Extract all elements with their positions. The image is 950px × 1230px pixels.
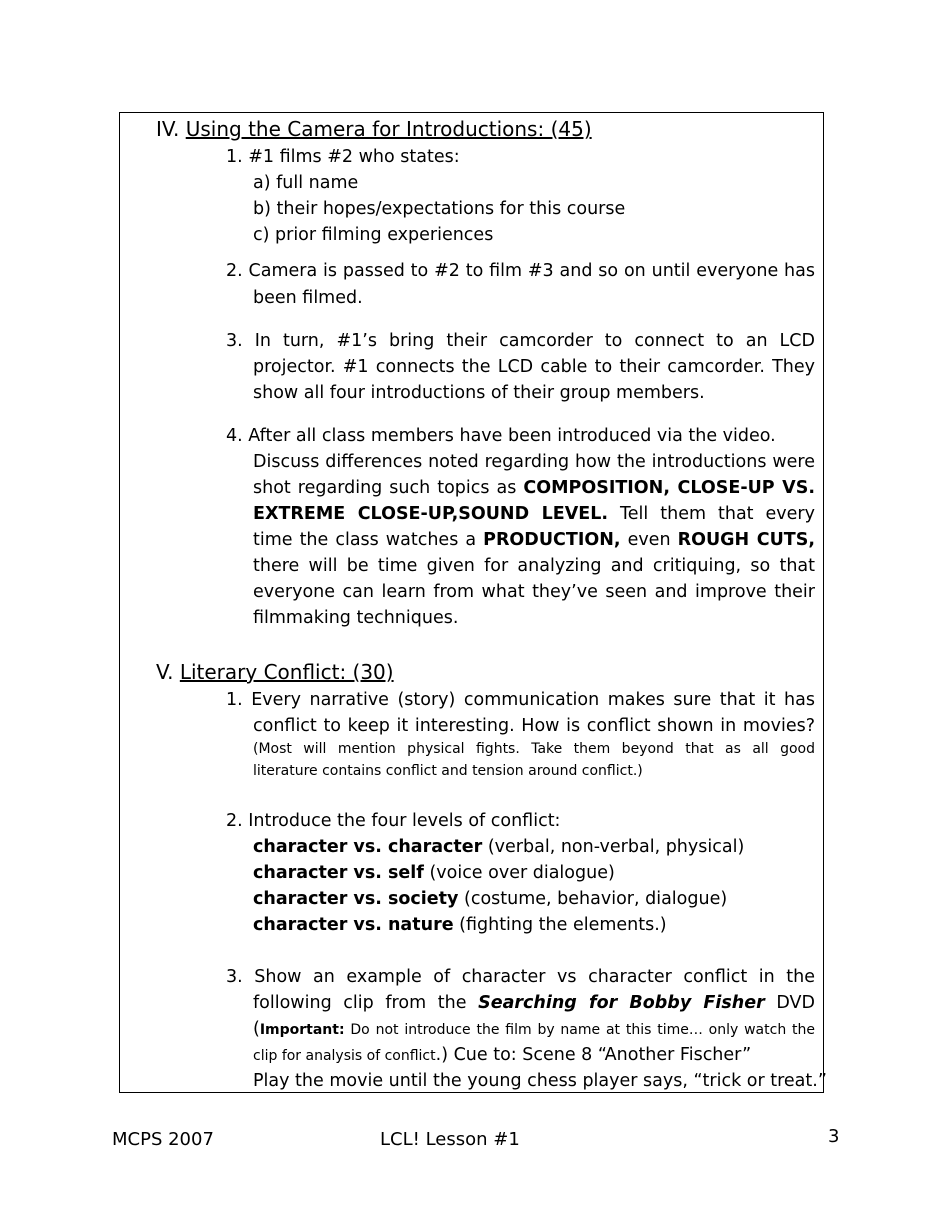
- iv-item4-bold-composition: COMPOSITION, CLOSE-UP VS.: [523, 478, 815, 498]
- footer-center: LCL! Lesson #1: [380, 1129, 520, 1150]
- section-iv-title: Using the Camera for Introductions: (45): [185, 117, 592, 141]
- iv-item3-line3: show all four introductions of their group members.: [253, 383, 705, 403]
- iv-item3-line1: 3. In turn, #1’s bring their camcorder to connect to an LCD: [226, 331, 815, 351]
- iv-item1-lead: 1. #1 films #2 who states:: [226, 147, 460, 167]
- iv-item2-line2: been filmed.: [253, 288, 363, 308]
- v-item3-paren: (: [253, 1019, 260, 1039]
- conflict-level-term: character vs. self: [253, 863, 424, 883]
- conflict-level-desc: (costume, behavior, dialogue): [458, 889, 728, 909]
- v-item1-note-line1: (Most will mention physical fights. Take them beyond that as all good: [253, 741, 815, 757]
- conflict-level: [253, 834, 744, 860]
- v-item1-line1: 1. Every narrative (story) communication makes sure that it has: [226, 690, 815, 710]
- conflict-level: [253, 912, 667, 938]
- v-item3-line3-text: Do not introduce the film by name at this time… only watch the: [344, 1022, 815, 1038]
- footer-left: MCPS 2007: [112, 1129, 214, 1150]
- iv-item3-line2: projector. #1 connects the LCD cable to their camcorder. They: [253, 357, 815, 377]
- film-title: Searching for Bobby Fisher: [478, 993, 765, 1013]
- iv-item4-line2: Discuss differences noted regarding how the introductions were: [253, 452, 815, 472]
- page-number: 3: [828, 1126, 840, 1147]
- iv-item4-line4: [253, 501, 815, 527]
- section-v-title: Literary Conflict: (30): [179, 660, 394, 684]
- v-item3-dvd: DVD: [776, 993, 815, 1013]
- iv-item4-line3-text: shot regarding such topics as: [253, 478, 517, 498]
- v-item3-line4-small: clip for analysis of conflict: [253, 1048, 436, 1064]
- v-item3-line2-text: following clip from the: [253, 993, 467, 1013]
- conflict-level: [253, 886, 727, 912]
- section-v-numeral: V.: [156, 660, 174, 684]
- iv-item4-line7: everyone can learn from what they’ve seen and improve their: [253, 582, 815, 602]
- iv-item4-line8: filmmaking techniques.: [253, 608, 459, 628]
- conflict-level: [253, 860, 615, 886]
- iv-item1-sub-a: a) full name: [253, 173, 359, 193]
- conflict-level-desc: (voice over dialogue): [423, 863, 615, 883]
- important-label: Important:: [259, 1022, 345, 1038]
- iv-item1-sub-c: c) prior filming experiences: [253, 225, 494, 245]
- section-v-heading: [156, 659, 394, 685]
- section-iv-heading: [156, 116, 592, 142]
- iv-item4-line5-even: even: [627, 530, 671, 550]
- v-item3-line3: [253, 1016, 815, 1043]
- v-item1-note-line2: literature contains conflict and tension around conflict.): [253, 763, 643, 779]
- iv-item4-bold-rough-cuts: ROUGH CUTS,: [677, 530, 815, 550]
- iv-item4-line5-text: time the class watches a: [253, 530, 477, 550]
- iv-item4-bold-production: PRODUCTION,: [483, 530, 621, 550]
- conflict-level-term: character vs. character: [253, 837, 483, 857]
- iv-item4-line5: [253, 527, 815, 553]
- conflict-level-desc: (fighting the elements.): [453, 915, 667, 935]
- v-item3-line5: Play the movie until the young chess player says, “trick or treat.”: [253, 1071, 827, 1091]
- v-item3-line2: [253, 990, 815, 1016]
- conflict-level-desc: (verbal, non-verbal, physical): [482, 837, 745, 857]
- iv-item4-line3: [253, 475, 815, 501]
- v-item3-line1: 3. Show an example of character vs character conflict in the: [226, 967, 815, 987]
- conflict-level-term: character vs. society: [253, 889, 459, 909]
- iv-item4-line1: 4. After all class members have been introduced via the video.: [226, 426, 776, 446]
- iv-item1-sub-b: b) their hopes/expectations for this course: [253, 199, 626, 219]
- iv-item4-line4-text: Tell them that every: [620, 504, 815, 524]
- iv-item2-line1: 2. Camera is passed to #2 to film #3 and so on until everyone has: [226, 261, 815, 281]
- conflict-level-term: character vs. nature: [253, 915, 454, 935]
- iv-item4-line6: there will be time given for analyzing and critiquing, so that: [253, 556, 815, 576]
- v-item3-cue: .) Cue to: Scene 8 “Another Fischer”: [435, 1045, 752, 1065]
- iv-item4-bold-extreme: EXTREME CLOSE-UP,SOUND LEVEL.: [253, 504, 609, 524]
- v-item1-line2: conflict to keep it interesting. How is conflict shown in movies?: [253, 716, 815, 736]
- section-iv-numeral: IV.: [156, 117, 180, 141]
- v-item2-lead: 2. Introduce the four levels of conflict:: [226, 811, 561, 831]
- v-item3-line4: [253, 1042, 751, 1069]
